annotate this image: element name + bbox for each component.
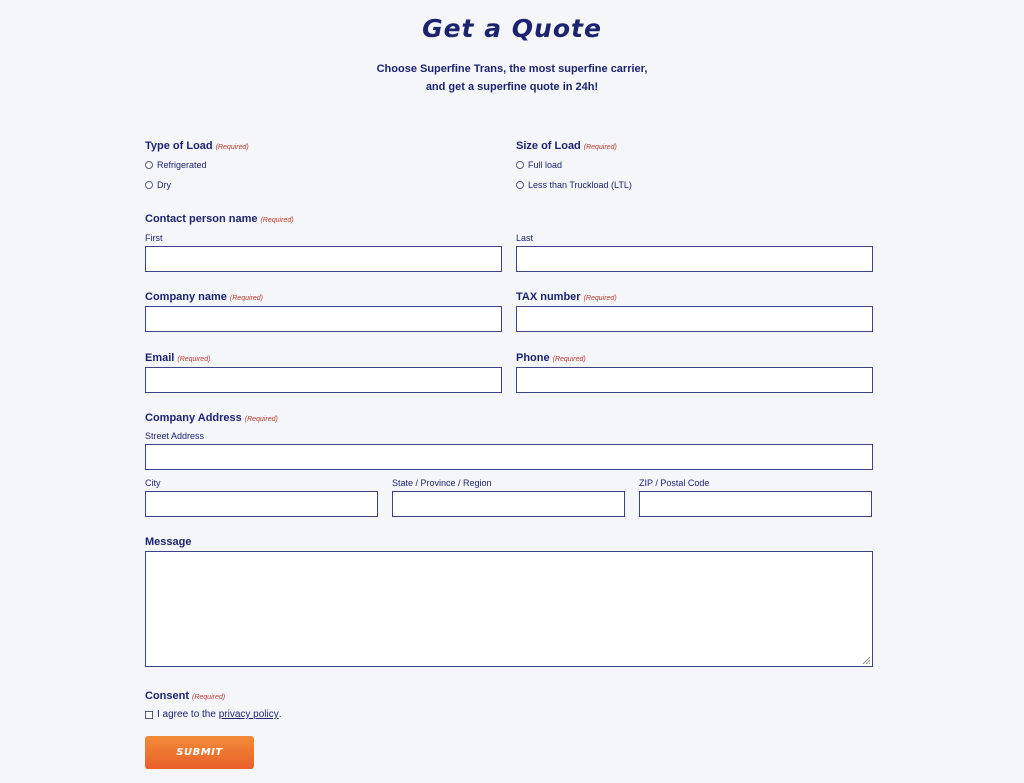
radio-button-icon[interactable] — [516, 181, 524, 189]
phone-label — [516, 352, 586, 364]
size-of-load-text: Size of Load — [516, 140, 581, 152]
required-marker: (Required) — [552, 356, 586, 363]
radio-button-icon[interactable] — [145, 161, 153, 169]
consent-text-before: I agree to the — [157, 709, 216, 720]
company-address-label — [145, 412, 278, 424]
email-text: Email — [145, 352, 175, 364]
message-label — [145, 536, 191, 548]
tax-number-input[interactable] — [516, 306, 873, 332]
required-marker: (Required) — [215, 144, 249, 151]
email-label — [145, 352, 210, 364]
last-name-input[interactable] — [516, 246, 873, 272]
radio-refrigerated[interactable] — [145, 160, 207, 170]
required-marker: (Required) — [229, 295, 263, 302]
subtitle-line-1: Choose Superfine Trans, the most superfine carrier, — [376, 63, 648, 75]
radio-full-load[interactable] — [516, 160, 562, 170]
email-input[interactable] — [145, 367, 502, 393]
page-subtitle — [0, 60, 1024, 96]
type-of-load-label — [145, 140, 249, 152]
resize-handle-icon[interactable] — [862, 656, 870, 664]
state-input[interactable] — [392, 491, 625, 517]
zip-label: ZIP / Postal Code — [639, 478, 710, 488]
radio-button-icon[interactable] — [145, 181, 153, 189]
contact-person-text: Contact person name — [145, 213, 258, 225]
message-text: Message — [145, 536, 192, 548]
radio-dry[interactable] — [145, 180, 171, 190]
tax-number-text: TAX number — [516, 291, 581, 303]
company-name-text: Company name — [145, 291, 227, 303]
company-address-text: Company Address — [145, 412, 242, 424]
required-marker: (Required) — [583, 144, 617, 151]
required-marker: (Required) — [192, 694, 226, 701]
radio-ltl[interactable] — [516, 180, 632, 190]
last-name-label: Last — [516, 233, 534, 243]
consent-checkbox[interactable] — [145, 711, 153, 719]
phone-input[interactable] — [516, 367, 873, 393]
zip-input[interactable] — [639, 491, 872, 517]
radio-refrigerated-label: Refrigerated — [157, 160, 207, 170]
radio-button-icon[interactable] — [516, 161, 524, 169]
radio-full-load-label: Full load — [528, 160, 563, 170]
phone-text: Phone — [516, 352, 550, 364]
company-name-label — [145, 291, 263, 303]
required-marker: (Required) — [177, 356, 211, 363]
contact-person-label — [145, 213, 294, 225]
radio-dry-label: Dry — [157, 180, 171, 190]
tax-number-label — [516, 291, 617, 303]
page-title: Get a Quote — [422, 14, 602, 43]
consent-text: Consent — [145, 690, 189, 702]
city-label: City — [145, 478, 161, 488]
submit-button[interactable]: SUBMIT — [145, 736, 254, 769]
subtitle-line-2: and get a superfine quote in 24h! — [425, 81, 599, 93]
city-input[interactable] — [145, 491, 378, 517]
consent-label — [145, 690, 225, 702]
type-of-load-text: Type of Load — [145, 140, 213, 152]
street-address-label: Street Address — [145, 431, 205, 441]
required-marker: (Required) — [244, 416, 278, 423]
consent-text-after: . — [278, 709, 282, 720]
size-of-load-label — [516, 140, 617, 152]
required-marker: (Required) — [583, 295, 617, 302]
required-marker: (Required) — [260, 217, 294, 224]
message-textarea[interactable] — [145, 551, 873, 667]
radio-ltl-label: Less than Truckload (LTL) — [528, 180, 632, 190]
state-label: State / Province / Region — [392, 478, 492, 488]
privacy-policy-link[interactable]: privacy policy — [218, 709, 279, 720]
street-address-input[interactable] — [145, 444, 873, 470]
company-name-input[interactable] — [145, 306, 502, 332]
first-name-label: First — [145, 233, 163, 243]
consent-checkbox-row[interactable] — [145, 709, 282, 720]
first-name-input[interactable] — [145, 246, 502, 272]
